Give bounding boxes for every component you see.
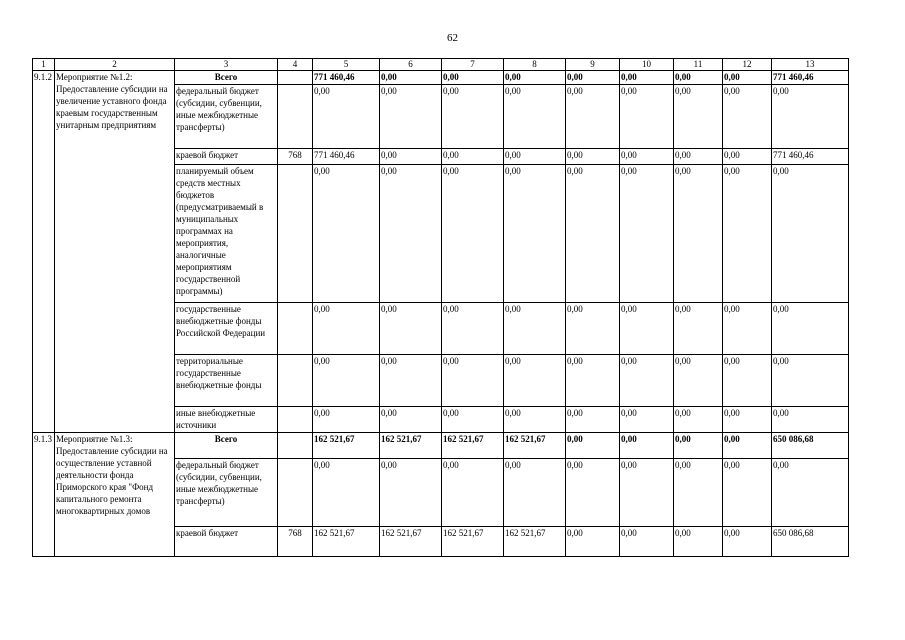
funding-source: Всего bbox=[175, 71, 278, 85]
amount-cell: 0,00 bbox=[504, 407, 566, 433]
amount-cell: 0,00 bbox=[566, 407, 620, 433]
column-number: 11 bbox=[674, 59, 723, 71]
amount-cell: 162 521,67 bbox=[313, 433, 380, 459]
amount-cell: 0,00 bbox=[504, 303, 566, 355]
column-number: 7 bbox=[442, 59, 504, 71]
amount-cell: 0,00 bbox=[504, 165, 566, 303]
amount-cell: 0,00 bbox=[566, 303, 620, 355]
amount-cell: 0,00 bbox=[772, 303, 849, 355]
amount-cell: 0,00 bbox=[313, 355, 380, 407]
amount-cell: 162 521,67 bbox=[442, 527, 504, 557]
amount-cell: 0,00 bbox=[566, 71, 620, 85]
table-row bbox=[33, 71, 849, 85]
amount-cell: 0,00 bbox=[620, 407, 674, 433]
amount-cell: 162 521,67 bbox=[504, 433, 566, 459]
page-number: 62 bbox=[447, 32, 458, 44]
amount-cell: 0,00 bbox=[723, 433, 772, 459]
amount-cell: 0,00 bbox=[620, 527, 674, 557]
amount-cell: 0,00 bbox=[380, 165, 442, 303]
measure-code: 9.1.2 bbox=[33, 71, 55, 433]
amount-cell: 0,00 bbox=[772, 407, 849, 433]
funding-source: территориальные государственные внебюджетные фонды bbox=[175, 355, 278, 407]
amount-cell: 0,00 bbox=[313, 85, 380, 149]
column-number: 13 bbox=[772, 59, 849, 71]
amount-cell: 0,00 bbox=[723, 165, 772, 303]
amount-cell: 771 460,46 bbox=[772, 71, 849, 85]
amount-cell: 0,00 bbox=[723, 71, 772, 85]
measure-name: Мероприятие №1.3: Предоставление субсидии на осуществление уставной деятельности фонда Приморского края "Фонд капитального ремонта многоквартирных домов bbox=[55, 433, 175, 557]
amount-cell: 0,00 bbox=[674, 165, 723, 303]
amount-cell: 0,00 bbox=[566, 165, 620, 303]
amount-cell: 0,00 bbox=[380, 71, 442, 85]
amount-cell: 0,00 bbox=[442, 71, 504, 85]
column-number: 8 bbox=[504, 59, 566, 71]
amount-cell: 0,00 bbox=[566, 149, 620, 165]
amount-cell: 650 086,68 bbox=[772, 433, 849, 459]
amount-cell: 0,00 bbox=[620, 149, 674, 165]
amount-cell: 0,00 bbox=[504, 355, 566, 407]
column-number: 10 bbox=[620, 59, 674, 71]
column-number-row bbox=[33, 59, 849, 71]
amount-cell: 0,00 bbox=[313, 303, 380, 355]
budget-code bbox=[278, 355, 313, 407]
funding-source: краевой бюджет bbox=[175, 149, 278, 165]
amount-cell: 0,00 bbox=[504, 149, 566, 165]
amount-cell: 0,00 bbox=[620, 355, 674, 407]
amount-cell: 0,00 bbox=[442, 407, 504, 433]
amount-cell: 0,00 bbox=[674, 85, 723, 149]
amount-cell: 771 460,46 bbox=[772, 149, 849, 165]
amount-cell: 0,00 bbox=[674, 407, 723, 433]
amount-cell: 0,00 bbox=[723, 407, 772, 433]
amount-cell: 0,00 bbox=[620, 71, 674, 85]
amount-cell: 0,00 bbox=[674, 527, 723, 557]
amount-cell: 0,00 bbox=[380, 303, 442, 355]
budget-table bbox=[32, 58, 849, 557]
amount-cell: 771 460,46 bbox=[313, 149, 380, 165]
amount-cell: 0,00 bbox=[674, 71, 723, 85]
amount-cell: 0,00 bbox=[674, 303, 723, 355]
amount-cell: 0,00 bbox=[772, 355, 849, 407]
budget-code bbox=[278, 71, 313, 85]
column-number: 2 bbox=[55, 59, 175, 71]
budget-code bbox=[278, 407, 313, 433]
amount-cell: 0,00 bbox=[380, 407, 442, 433]
budget-code: 768 bbox=[278, 527, 313, 557]
budget-code bbox=[278, 433, 313, 459]
amount-cell: 0,00 bbox=[442, 165, 504, 303]
amount-cell: 0,00 bbox=[442, 459, 504, 527]
amount-cell: 0,00 bbox=[442, 149, 504, 165]
amount-cell: 0,00 bbox=[504, 85, 566, 149]
amount-cell: 0,00 bbox=[380, 85, 442, 149]
amount-cell: 650 086,68 bbox=[772, 527, 849, 557]
amount-cell: 771 460,46 bbox=[313, 71, 380, 85]
column-number: 4 bbox=[278, 59, 313, 71]
amount-cell: 0,00 bbox=[313, 459, 380, 527]
funding-source: государственные внебюджетные фонды Российской Федерации bbox=[175, 303, 278, 355]
budget-code bbox=[278, 165, 313, 303]
amount-cell: 0,00 bbox=[723, 85, 772, 149]
amount-cell: 0,00 bbox=[772, 459, 849, 527]
amount-cell: 0,00 bbox=[442, 303, 504, 355]
amount-cell: 0,00 bbox=[313, 407, 380, 433]
amount-cell: 162 521,67 bbox=[504, 527, 566, 557]
budget-code bbox=[278, 85, 313, 149]
amount-cell: 0,00 bbox=[772, 85, 849, 149]
amount-cell: 0,00 bbox=[674, 355, 723, 407]
amount-cell: 0,00 bbox=[674, 433, 723, 459]
column-number: 6 bbox=[380, 59, 442, 71]
amount-cell: 0,00 bbox=[566, 527, 620, 557]
amount-cell: 0,00 bbox=[380, 355, 442, 407]
amount-cell: 0,00 bbox=[723, 459, 772, 527]
amount-cell: 0,00 bbox=[566, 459, 620, 527]
amount-cell: 0,00 bbox=[566, 433, 620, 459]
amount-cell: 0,00 bbox=[620, 459, 674, 527]
amount-cell: 0,00 bbox=[620, 303, 674, 355]
measure-name: Мероприятие №1.2: Предоставление субсидии на увеличение уставного фонда краевым государственным унитарным предприятиям bbox=[55, 71, 175, 433]
amount-cell: 0,00 bbox=[380, 149, 442, 165]
amount-cell: 0,00 bbox=[723, 355, 772, 407]
column-number: 3 bbox=[175, 59, 278, 71]
amount-cell: 0,00 bbox=[442, 355, 504, 407]
amount-cell: 0,00 bbox=[380, 459, 442, 527]
funding-source: иные внебюджетные источники bbox=[175, 407, 278, 433]
amount-cell: 0,00 bbox=[723, 303, 772, 355]
funding-source: краевой бюджет bbox=[175, 527, 278, 557]
amount-cell: 162 521,67 bbox=[442, 433, 504, 459]
amount-cell: 0,00 bbox=[620, 165, 674, 303]
budget-code bbox=[278, 459, 313, 527]
budget-code: 768 bbox=[278, 149, 313, 165]
amount-cell: 0,00 bbox=[442, 85, 504, 149]
amount-cell: 0,00 bbox=[674, 149, 723, 165]
amount-cell: 162 521,67 bbox=[313, 527, 380, 557]
budget-code bbox=[278, 303, 313, 355]
funding-source: федеральный бюджет (субсидии, субвенции, иные межбюджетные трансферты) bbox=[175, 459, 278, 527]
amount-cell: 0,00 bbox=[620, 433, 674, 459]
amount-cell: 0,00 bbox=[504, 459, 566, 527]
amount-cell: 0,00 bbox=[772, 165, 849, 303]
funding-source: федеральный бюджет (субсидии, субвенции, иные межбюджетные трансферты) bbox=[175, 85, 278, 149]
measure-code: 9.1.3 bbox=[33, 433, 55, 557]
table-row bbox=[33, 433, 849, 459]
column-number: 1 bbox=[33, 59, 55, 71]
amount-cell: 0,00 bbox=[674, 459, 723, 527]
amount-cell: 0,00 bbox=[566, 355, 620, 407]
amount-cell: 0,00 bbox=[504, 71, 566, 85]
column-number: 9 bbox=[566, 59, 620, 71]
funding-source: планируемый объем средств местных бюджетов (предусматриваемый в муниципальных программах на мероприятия, аналогичные мероприятиям государственной программы) bbox=[175, 165, 278, 303]
funding-source: Всего bbox=[175, 433, 278, 459]
column-number: 5 bbox=[313, 59, 380, 71]
amount-cell: 162 521,67 bbox=[380, 433, 442, 459]
column-number: 12 bbox=[723, 59, 772, 71]
amount-cell: 0,00 bbox=[313, 165, 380, 303]
amount-cell: 162 521,67 bbox=[380, 527, 442, 557]
amount-cell: 0,00 bbox=[723, 149, 772, 165]
amount-cell: 0,00 bbox=[566, 85, 620, 149]
amount-cell: 0,00 bbox=[620, 85, 674, 149]
amount-cell: 0,00 bbox=[723, 527, 772, 557]
